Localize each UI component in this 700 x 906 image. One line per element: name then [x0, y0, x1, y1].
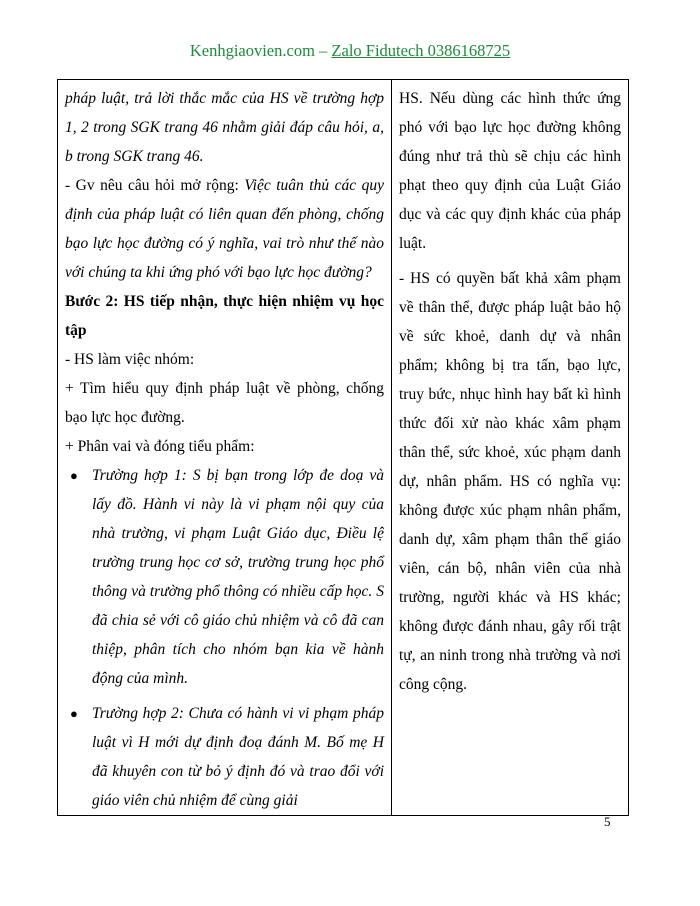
left-paragraph-2	[65, 171, 384, 287]
question-text: Việc tuân thủ các quy định của pháp luật có liên quan đến phòng, chống bạo lực học đường có ý nghĩa, vai trò như thế nào với chúng ta khi ứng phó với bạo lực học đường?	[65, 177, 384, 281]
list-item	[65, 461, 384, 693]
question-prefix: - Gv nêu câu hỏi mở rộng:	[65, 177, 245, 194]
left-paragraph-1: pháp luật, trả lời thắc mắc của HS về trường hợp 1, 2 trong SGK trang 46 nhằm giải đáp câu hỏi, a, b trong SGK trang 46.	[65, 90, 384, 165]
case-2-text: Trường hợp 2: Chưa có hành vi vi phạm pháp luật vì H mới dự định đoạ đánh M. Bố mẹ H đã khuyên con từ bỏ ý định đó và trao đổi với giáo viên chủ nhiệm để cùng giải	[92, 705, 384, 809]
header-separator: –	[314, 41, 332, 60]
bullet-icon: ●	[70, 468, 78, 483]
left-line-2: + Tìm hiểu quy định pháp luật về phòng, chống bạo lực học đường.	[65, 380, 384, 426]
header-zalo-link[interactable]: Zalo Fidutech 0386168725	[331, 41, 511, 60]
page-header	[0, 41, 700, 61]
right-paragraph-2: - HS có quyền bất khả xâm phạm về thân thể, được pháp luật bảo hộ về sức khoẻ, danh dự và nhân phẩm; không bị tra tấn, bạo lực, truy bức, nhục hình hay bất kì hình thức đối xử nào khác xâm phạm thân thể, sức khoẻ, xúc phạm danh dự, nhân phẩm. HS có nghĩa vụ: không được xúc phạm nhân phẩm, danh dự, xâm phạm thân thể giáo viên, cán bộ, nhân viên của nhà trường, người khác và HS khác; không được đánh nhau, gây rối trật tự, an ninh trong nhà trường và nơi công cộng.	[399, 270, 621, 693]
list-item	[65, 699, 384, 815]
case-1-text: Trường hợp 1: S bị bạn trong lớp đe doạ và lấy đồ. Hành vi này là vi phạm nội quy của nhà trường, vi phạm Luật Giáo dục, Điều lệ trường trung học cơ sở, trường trung học phổ thông và trường phổ thông có nhiều cấp học. S đã chia sẻ với cô giáo chủ nhiệm và cô đã can thiệp, phân tích cho nhóm bạn kia về hành động của mình.	[92, 467, 384, 687]
right-column	[392, 80, 629, 816]
left-line-3: + Phân vai và đóng tiểu phẩm:	[65, 438, 255, 455]
case-list	[65, 461, 384, 815]
bullet-icon: ●	[70, 706, 78, 721]
content-table	[57, 79, 629, 816]
step-2-heading: Bước 2: HS tiếp nhận, thực hiện nhiệm vụ học tập	[65, 293, 384, 339]
header-site: Kenhgiaovien.com	[189, 41, 315, 60]
left-line-1: - HS làm việc nhóm:	[65, 351, 195, 368]
page-number: 5	[604, 814, 611, 829]
left-column	[58, 80, 392, 816]
right-paragraph-1: HS. Nếu dùng các hình thức ứng phó với bạo lực học đường không đúng như trả thù sẽ chịu các hình phạt theo quy định của Luật Giáo dục và các quy định khác của pháp luật.	[399, 90, 621, 252]
